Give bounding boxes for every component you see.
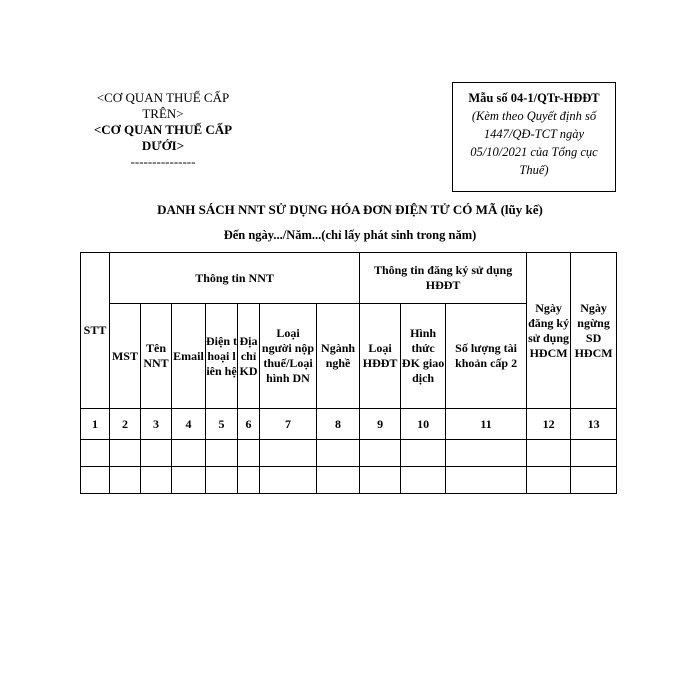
document-title: DANH SÁCH NNT SỬ DỤNG HÓA ĐƠN ĐIỆN TỬ CÓ MÃ (lũy kế)	[157, 202, 543, 217]
table-cell	[110, 467, 141, 494]
table-cell	[260, 440, 317, 467]
table-row	[81, 467, 617, 494]
table-cell	[172, 467, 206, 494]
agency-divider: ---------------	[130, 154, 196, 169]
agency-upper: <CƠ QUAN THUẾ CẤP TRÊN>	[96, 90, 230, 121]
table-cell	[360, 440, 401, 467]
column-number: 5	[206, 409, 238, 440]
form-note: (Kèm theo Quyết định số 1447/QĐ-TCT ngày 05/10/2021 của Tổng cục Thuế)	[470, 109, 598, 177]
agency-header	[78, 90, 248, 170]
table-cell	[527, 467, 571, 494]
header-stt: STT	[81, 253, 110, 409]
header-so-luong-tk: Số lượng tài khoản cấp 2	[446, 304, 527, 409]
column-number: 3	[141, 409, 172, 440]
table-cell	[571, 467, 617, 494]
table-cell	[527, 440, 571, 467]
header-ngay-dang-ky: Ngày đăng ký sử dụng HĐCM	[527, 253, 571, 409]
document-subtitle: Đến ngày.../Năm...(chỉ lấy phát sinh trong năm)	[223, 228, 477, 242]
table-cell	[317, 440, 360, 467]
table-cell	[81, 440, 110, 467]
column-number: 11	[446, 409, 527, 440]
column-number: 6	[238, 409, 260, 440]
table-cell	[360, 467, 401, 494]
table-cell	[141, 440, 172, 467]
table-cell	[317, 467, 360, 494]
header-ten-nnt: Tên NNT	[141, 304, 172, 409]
table-cell	[401, 440, 446, 467]
table-cell	[238, 440, 260, 467]
header-ngay-ngung: Ngày ngừng SD HĐCM	[571, 253, 617, 409]
column-number: 4	[172, 409, 206, 440]
table-cell	[401, 467, 446, 494]
header-nganh-nghe: Ngành nghề	[317, 304, 360, 409]
table-cell	[206, 440, 238, 467]
header-dien-thoai: Điện thoại liên hệ	[206, 304, 238, 409]
header-email: Email	[172, 304, 206, 409]
table-cell	[206, 467, 238, 494]
form-code: Mẫu số 04-1/QTr-HĐĐT	[468, 91, 600, 105]
table-cell	[446, 440, 527, 467]
column-number: 13	[571, 409, 617, 440]
column-number: 2	[110, 409, 141, 440]
column-number: 8	[317, 409, 360, 440]
table-cell	[260, 467, 317, 494]
agency-lower: <CƠ QUAN THUẾ CẤP DƯỚI>	[93, 122, 233, 153]
header-group-nnt: Thông tin NNT	[110, 253, 360, 304]
table-cell	[141, 467, 172, 494]
table-row	[81, 440, 617, 467]
taxpayer-table	[80, 252, 617, 494]
column-number: 1	[81, 409, 110, 440]
column-number: 7	[260, 409, 317, 440]
table-cell	[81, 467, 110, 494]
column-number-row	[81, 409, 617, 440]
header-dia-chi: Địa chỉ KD	[238, 304, 260, 409]
form-number-box	[452, 82, 616, 192]
column-number: 12	[527, 409, 571, 440]
table-cell	[238, 467, 260, 494]
column-number: 9	[360, 409, 401, 440]
column-number: 10	[401, 409, 446, 440]
header-group-hddt: Thông tin đăng ký sử dụng HĐĐT	[360, 253, 527, 304]
table-cell	[110, 440, 141, 467]
header-loai-hddt: Loại HĐĐT	[360, 304, 401, 409]
header-hinh-thuc: Hình thức ĐK giao dịch	[401, 304, 446, 409]
table-cell	[172, 440, 206, 467]
table-cell	[446, 467, 527, 494]
header-mst: MST	[110, 304, 141, 409]
header-loai-nnt: Loại người nộp thuế/Loại hình DN	[260, 304, 317, 409]
table-cell	[571, 440, 617, 467]
